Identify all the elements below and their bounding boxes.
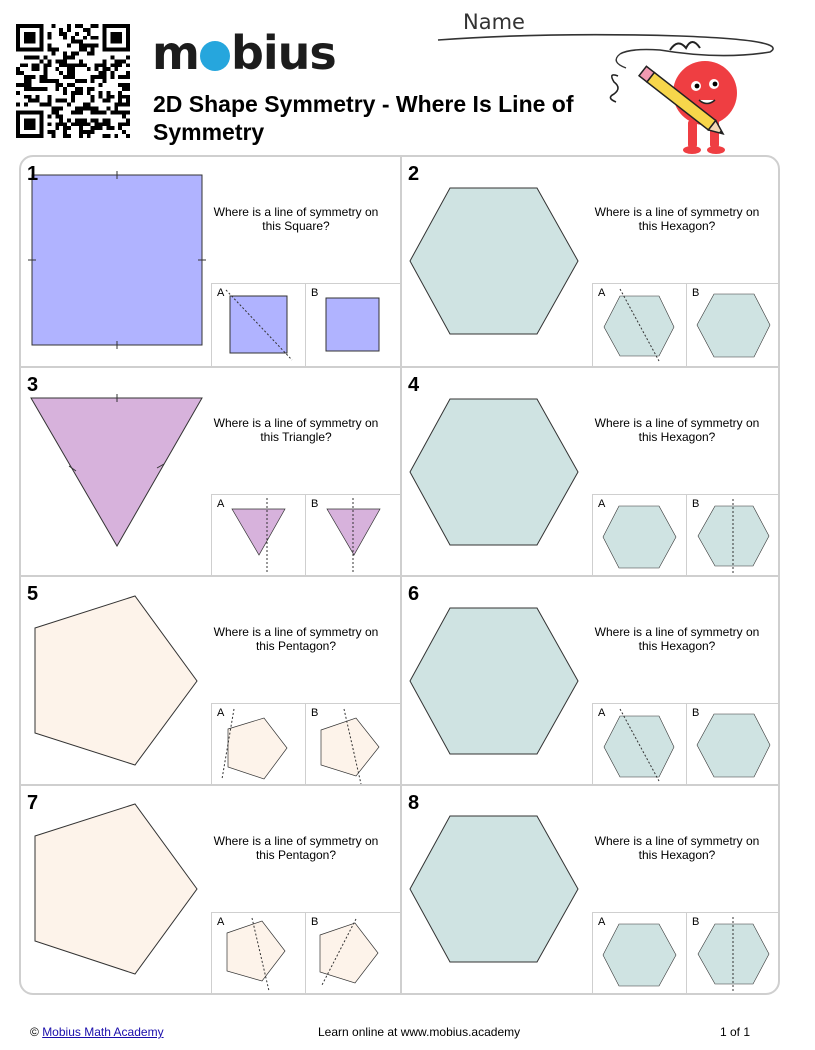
option-a-label: A: [598, 498, 606, 510]
question-number: 8: [408, 792, 420, 814]
question-number: 7: [27, 792, 39, 814]
option-a[interactable]: [211, 912, 306, 995]
option-a[interactable]: [211, 494, 306, 577]
option-b-label: B: [311, 287, 319, 299]
option-a[interactable]: [592, 912, 687, 995]
option-a-label: A: [217, 498, 225, 510]
option-a-label: A: [598, 707, 606, 719]
logo-drop-icon: [200, 41, 230, 71]
question-number: 5: [27, 583, 39, 605]
question-6: [402, 577, 780, 786]
shape-hexagon: [402, 786, 592, 995]
option-a[interactable]: [592, 494, 687, 577]
option-b[interactable]: [305, 912, 400, 995]
option-b-label: B: [692, 287, 700, 299]
worksheet-grid: [19, 155, 780, 995]
shape-triangle: [21, 368, 211, 577]
shape-hexagon: [402, 157, 592, 366]
question-text: Where is a line of symmetry on this Pentagon?: [213, 625, 379, 653]
qr-code-icon: [16, 24, 130, 138]
page-indicator: 1 of 1: [720, 1025, 751, 1039]
question-number: 1: [27, 163, 39, 185]
question-text: Where is a line of symmetry on this Triangle?: [213, 416, 379, 444]
question-number: 6: [408, 583, 420, 605]
question-3: [21, 368, 400, 577]
option-b[interactable]: [686, 912, 780, 995]
option-a-label: A: [217, 287, 225, 299]
question-7: [21, 786, 400, 995]
option-b-label: B: [311, 707, 319, 719]
question-text: Where is a line of symmetry on this Hexagon?: [594, 625, 760, 653]
option-b[interactable]: [686, 283, 780, 366]
question-text: Where is a line of symmetry on this Hexagon?: [594, 834, 760, 862]
option-b[interactable]: [686, 494, 780, 577]
question-text: Where is a line of symmetry on this Hexagon?: [594, 416, 760, 444]
option-b[interactable]: [305, 703, 400, 786]
question-4: [402, 368, 780, 577]
shape-pentagon: [21, 577, 211, 786]
shape-hexagon: [402, 368, 592, 577]
mascot-with-pencil-icon: [600, 38, 760, 158]
question-8: [402, 786, 780, 995]
question-number: 2: [408, 163, 420, 185]
name-label: Name: [463, 10, 525, 34]
option-a-label: A: [598, 916, 606, 928]
option-b-label: B: [311, 498, 319, 510]
page-title: 2D Shape Symmetry - Where Is Line of Symmetry: [153, 91, 574, 145]
option-b[interactable]: [305, 494, 400, 577]
shape-hexagon: [402, 577, 592, 786]
question-text: Where is a line of symmetry on this Square?: [213, 205, 379, 233]
mobius-logo: m bius: [152, 26, 336, 80]
option-a-label: A: [217, 707, 225, 719]
option-b[interactable]: [686, 703, 780, 786]
option-a-label: A: [217, 916, 225, 928]
shape-pentagon: [21, 786, 211, 995]
question-number: 4: [408, 374, 420, 396]
option-b-label: B: [692, 916, 700, 928]
question-number: 3: [27, 374, 39, 396]
option-b-label: B: [692, 498, 700, 510]
shape-square: [21, 157, 211, 366]
question-1: [21, 157, 400, 366]
mobius-academy-link[interactable]: Mobius Math Academy: [42, 1025, 164, 1039]
option-b[interactable]: [305, 283, 400, 366]
question-text: Where is a line of symmetry on this Pentagon?: [213, 834, 379, 862]
footer-learn-online: Learn online at www.mobius.academy: [318, 1025, 521, 1039]
question-2: [402, 157, 780, 366]
option-a[interactable]: [592, 703, 687, 786]
option-b-label: B: [311, 916, 319, 928]
option-a[interactable]: [211, 283, 306, 366]
option-a-label: A: [598, 287, 606, 299]
option-a[interactable]: [211, 703, 306, 786]
question-text: Where is a line of symmetry on this Hexagon?: [594, 205, 760, 233]
question-5: [21, 577, 400, 786]
copyright-symbol: ©: [30, 1025, 39, 1039]
option-a[interactable]: [592, 283, 687, 366]
footer-copyright: [30, 1025, 164, 1039]
option-b-label: B: [692, 707, 700, 719]
